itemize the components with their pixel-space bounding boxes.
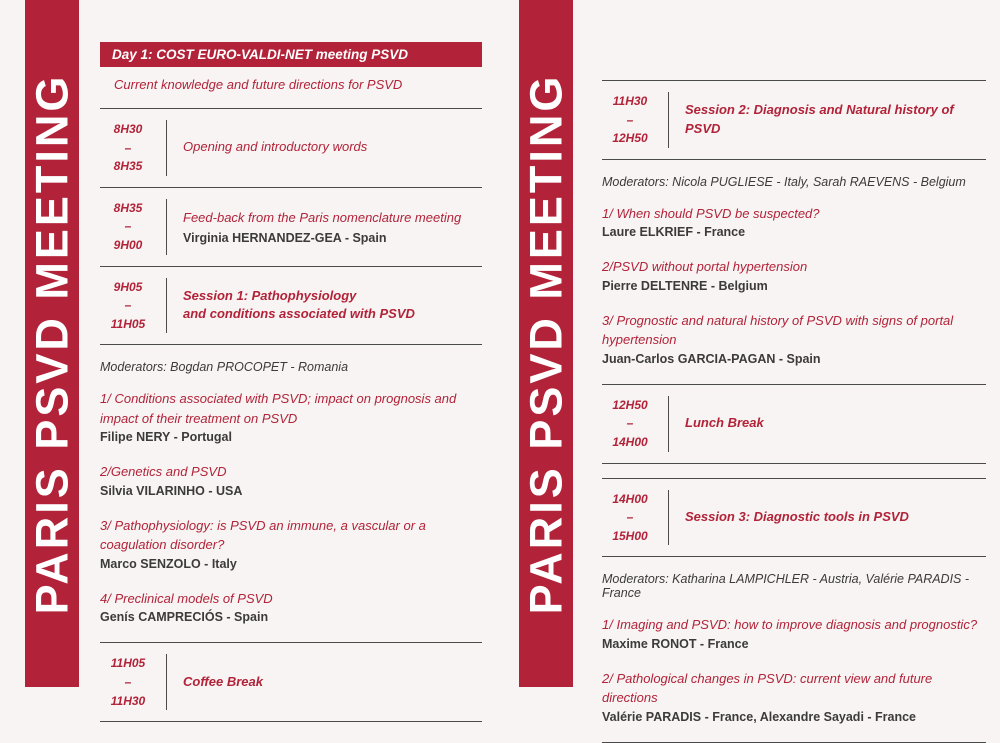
slot-time xyxy=(100,199,156,255)
session-title-line1: Session 1: Pathophysiology xyxy=(183,287,357,303)
talk-item xyxy=(100,462,482,498)
slot-title: Feed-back from the Paris nomenclature meeting xyxy=(183,209,462,225)
vertical-banner-middle xyxy=(519,0,573,687)
talk-item xyxy=(602,204,986,240)
banner-text: PARIS PSVD MEETING xyxy=(520,73,571,614)
vertical-divider xyxy=(668,396,669,452)
time-start: 11H30 xyxy=(612,94,648,108)
vertical-divider xyxy=(668,490,669,546)
talk-title: 1/ Imaging and PSVD: how to improve diagnosis and prognostic? xyxy=(602,617,978,633)
talk-title: 3/ Pathophysiology: is PSVD an immune, a vascular or a coagulation disorder? xyxy=(100,517,426,553)
talk-title: 2/Genetics and PSVD xyxy=(100,464,227,480)
time-start: 11H05 xyxy=(110,656,146,671)
talk-item xyxy=(100,389,482,444)
vertical-divider xyxy=(166,278,167,334)
time-slot-feedback xyxy=(100,188,482,266)
talk-speaker: Pierre DELTENRE - Belgium xyxy=(602,278,768,293)
page-subtitle: Current knowledge and future directions for PSVD xyxy=(114,77,403,92)
vertical-divider xyxy=(166,120,167,176)
time-slot-lunch-break xyxy=(602,385,986,463)
vertical-divider xyxy=(166,654,167,710)
talk-item xyxy=(100,589,482,625)
divider xyxy=(100,721,482,722)
talk-speaker: Filipe NERY - Portugal xyxy=(100,430,232,445)
time-dash: – xyxy=(626,416,634,431)
time-slot-session1 xyxy=(100,267,482,345)
time-start: 9H05 xyxy=(113,279,143,294)
time-slot-session3 xyxy=(602,479,986,557)
talk-title: 1/ Conditions associated with PSVD; impact on prognosis and impact of their treatment on PSVD xyxy=(100,391,457,426)
time-dash: – xyxy=(124,219,132,234)
time-end: 12H50 xyxy=(612,131,648,146)
slot-title: Opening and introductory words xyxy=(183,139,368,155)
divider xyxy=(100,344,482,345)
time-start: 14H00 xyxy=(612,491,648,506)
vertical-divider xyxy=(668,92,669,148)
vertical-divider xyxy=(166,199,167,255)
moderators-line: Moderators: Katharina LAMPICHLER - Austria, Valérie PARADIS - France xyxy=(602,572,970,601)
day-title-banner: Day 1: COST EURO-VALDI-NET meeting PSVD xyxy=(100,42,482,67)
slot-time xyxy=(602,490,658,546)
time-slot-opening xyxy=(100,109,482,187)
moderators-line: Moderators: Nicola PUGLIESE - Italy, Sarah RAEVENS - Belgium xyxy=(602,174,966,189)
time-start: 12H50 xyxy=(612,397,648,412)
talk-speaker: Marco SENZOLO - Italy xyxy=(100,556,237,571)
left-page-column xyxy=(100,42,482,722)
time-slot-coffee-break xyxy=(100,643,482,721)
talk-item xyxy=(602,669,986,724)
talk-title: 2/PSVD without portal hypertension xyxy=(602,259,808,275)
talk-speaker: Valérie PARADIS - France, Alexandre Sayadi - France xyxy=(602,709,917,724)
time-end: 11H30 xyxy=(110,693,146,708)
talk-title: 4/ Preclinical models of PSVD xyxy=(100,590,273,606)
time-dash: – xyxy=(124,140,132,155)
banner-text: PARIS PSVD MEETING xyxy=(26,73,77,614)
slot-speaker: Virginia HERNANDEZ-GEA - Spain xyxy=(183,230,387,245)
talk-title: 3/ Prognostic and natural history of PSVD with signs of portal hypertension xyxy=(602,312,954,348)
talk-speaker: Silvia VILARINHO - USA xyxy=(100,483,243,498)
slot-time xyxy=(100,120,156,176)
time-slot-session2 xyxy=(602,81,986,159)
talk-speaker: Laure ELKRIEF - France xyxy=(602,225,746,240)
talk-speaker: Genís CAMPRECIÓS - Spain xyxy=(100,610,269,625)
session-title-line2: and conditions associated with PSVD xyxy=(183,306,415,322)
time-end: 9H00 xyxy=(113,237,143,252)
right-page-column xyxy=(602,80,986,743)
time-start: 8H30 xyxy=(113,122,143,136)
divider xyxy=(602,159,986,160)
time-end: 15H00 xyxy=(612,528,648,543)
time-dash: – xyxy=(124,674,132,689)
break-title: Coffee Break xyxy=(183,673,263,689)
session-title: Session 2: Diagnosis and Natural history of PSVD xyxy=(685,102,954,136)
talk-speaker: Juan-Carlos GARCIA-PAGAN - Spain xyxy=(602,351,821,366)
spacer xyxy=(602,464,986,478)
slot-time xyxy=(602,92,658,148)
moderators-line: Moderators: Bogdan PROCOPET - Romania xyxy=(100,360,349,375)
talk-item xyxy=(602,615,986,651)
time-dash: – xyxy=(124,298,132,313)
talk-title: 1/ When should PSVD be suspected? xyxy=(602,205,820,221)
time-dash: – xyxy=(626,510,634,525)
time-end: 11H05 xyxy=(110,316,146,331)
vertical-banner-left xyxy=(25,0,79,687)
time-end: 14H00 xyxy=(612,434,648,449)
time-dash: – xyxy=(626,112,634,127)
talk-item xyxy=(100,516,482,571)
talk-item xyxy=(602,311,986,366)
talk-item xyxy=(602,257,986,293)
time-end: 8H35 xyxy=(113,159,143,174)
slot-time xyxy=(602,396,658,452)
time-start: 8H35 xyxy=(113,200,143,215)
talk-title: 2/ Pathological changes in PSVD: current view and future directions xyxy=(602,670,933,706)
talk-speaker: Maxime RONOT - France xyxy=(602,636,749,651)
session-title: Session 3: Diagnostic tools in PSVD xyxy=(685,509,909,525)
break-title: Lunch Break xyxy=(685,415,764,431)
slot-time xyxy=(100,654,156,710)
slot-time xyxy=(100,278,156,334)
divider xyxy=(602,556,986,557)
